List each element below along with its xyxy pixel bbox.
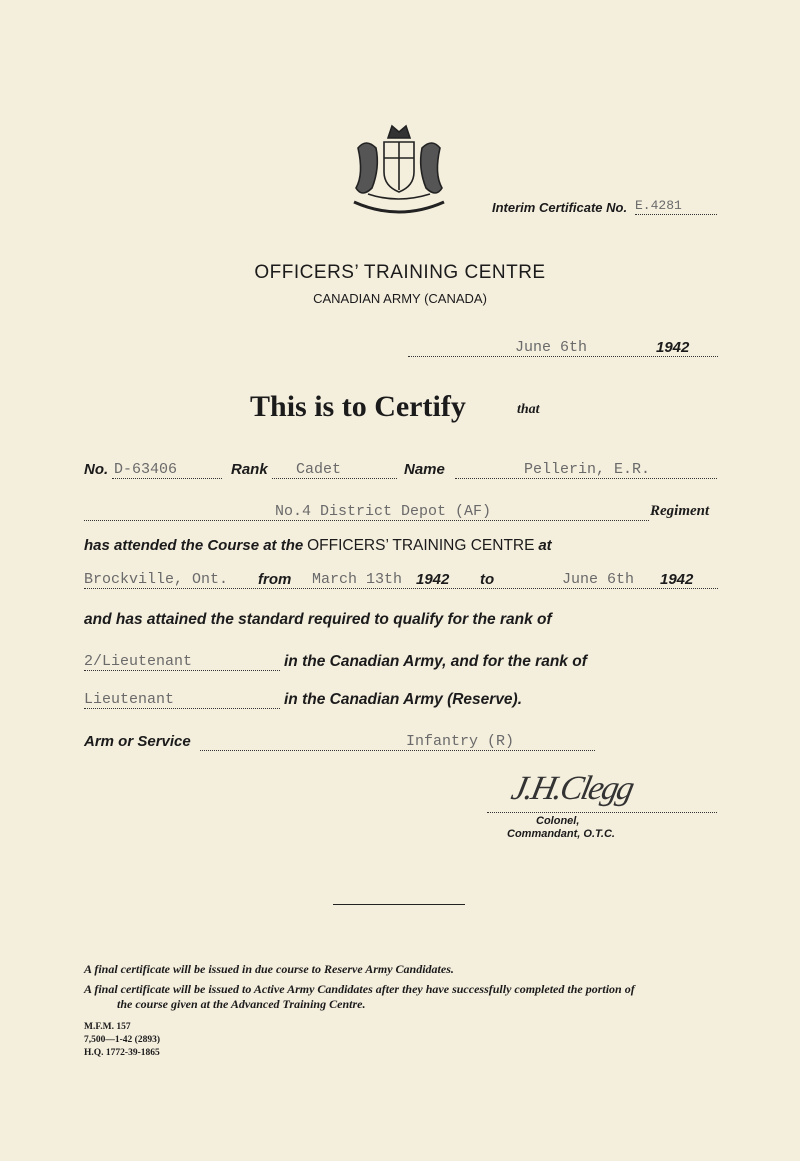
note-2-cont: the course given at the Advanced Training Centre. [117, 997, 366, 1011]
rank1-text: in the Canadian Army, and for the rank of [284, 653, 587, 670]
name-value: Pellerin, E.R. [524, 461, 651, 478]
attended-a: has attended the Course at the [84, 537, 304, 554]
form-code-2: 7,500—1-42 (2893) [84, 1035, 160, 1045]
from-year: 1942 [416, 571, 450, 588]
from-value: March 13th [312, 571, 403, 588]
page-subtitle: CANADIAN ARMY (CANADA) [313, 291, 487, 306]
page-title: OFFICERS’ TRAINING CENTRE [254, 262, 546, 283]
interim-label: Interim Certificate No. [492, 200, 628, 215]
date-day: June 6th [515, 339, 588, 356]
arm-label: Arm or Service [84, 733, 191, 750]
divider [333, 904, 465, 905]
to-label: to [480, 571, 495, 588]
form-code-1: M.F.M. 157 [84, 1022, 131, 1032]
attended-text [84, 537, 552, 555]
standard-text: and has attained the standard required to qualify for the rank of [84, 611, 552, 628]
rank2-text: in the Canadian Army (Reserve). [284, 691, 523, 708]
from-label: from [258, 571, 292, 588]
rank2-value: Lieutenant [84, 691, 175, 708]
rank1-value: 2/Lieutenant [84, 653, 193, 670]
form-code-3: H.Q. 1772-39-1865 [84, 1048, 160, 1058]
royal-coat-of-arms-icon [348, 118, 450, 218]
name-label: Name [404, 461, 445, 478]
regiment-value: No.4 District Depot (AF) [275, 503, 492, 520]
no-value: D-63406 [114, 461, 178, 478]
rank-label: Rank [231, 461, 268, 478]
regiment-label: Regiment [650, 503, 710, 519]
attended-b: OFFICERS’ TRAINING CENTRE [307, 537, 535, 554]
arm-value: Infantry (R) [406, 733, 515, 750]
note-2: A final certificate will be issued to Active Army Candidates after they have successfully completed the portion of [84, 982, 635, 996]
certify-heading: This is to Certify [250, 390, 466, 423]
attended-c: at [538, 537, 552, 554]
certify-that: that [517, 402, 540, 417]
to-value: June 6th [562, 571, 635, 588]
date-year: 1942 [656, 339, 690, 356]
signature: J.H.Clegg [508, 770, 636, 807]
rank-value: Cadet [296, 461, 342, 478]
to-year: 1942 [660, 571, 694, 588]
place-value: Brockville, Ont. [84, 571, 229, 588]
no-label: No. [84, 461, 109, 478]
note-1: A final certificate will be issued in due course to Reserve Army Candidates. [84, 962, 454, 976]
signature-title-1: Colonel, [536, 815, 580, 827]
interim-number: E.4281 [635, 198, 682, 213]
signature-title-2: Commandant, O.T.C. [507, 828, 615, 840]
